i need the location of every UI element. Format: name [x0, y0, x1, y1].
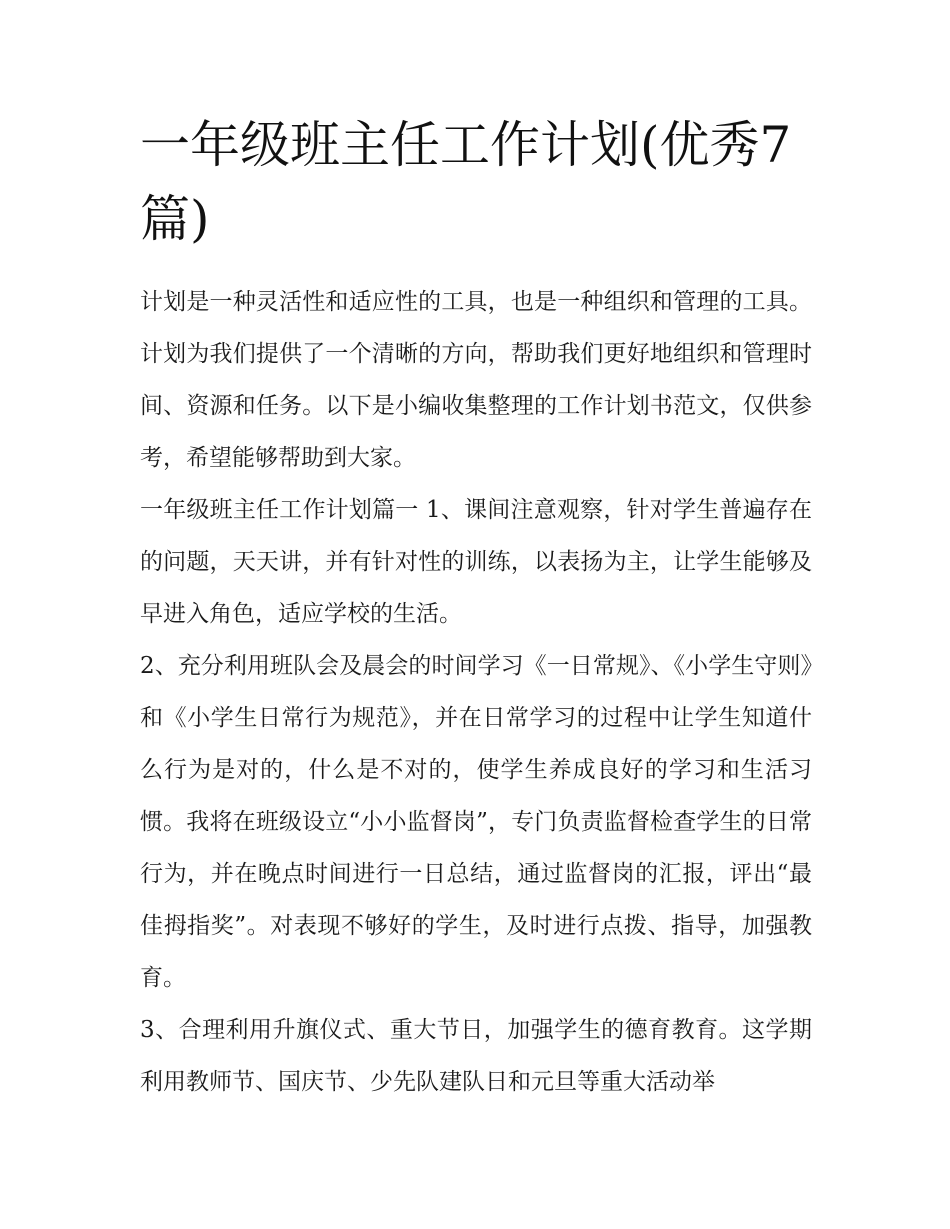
document-body — [140, 108, 812, 1108]
body-paragraph-3: 3、合理利用升旗仪式、重大节日，加强学生的德育教育。这学期利用教师节、国庆节、少先队建队日和元旦等重大活动举 — [140, 1017, 812, 1095]
body-paragraph-1: 一年级班主任工作计划篇一 1、课间注意观察，针对学生普遍存在的问题，天天讲，并有针对性的训练，以表扬为主，让学生能够及早进入角色，适应学校的生活。 — [140, 497, 812, 627]
intro-paragraph: 计划是一种灵活性和适应性的工具，也是一种组织和管理的工具。计划为我们提供了一个清晰的方向，帮助我们更好地组织和管理时间、资源和任务。以下是小编收集整理的工作计划书范文，仅供参考，希望能够帮助到大家。 — [140, 289, 812, 471]
document-title: 一年级班主任工作计划(优秀7篇) — [140, 116, 792, 248]
body-paragraph-2: 2、充分利用班队会及晨会的时间学习《一日常规》、《小学生守则》和《小学生日常行为规范》，并在日常学习的过程中让学生知道什么行为是对的，什么是不对的，使学生养成良好的学习和生活习惯。我将在班级设立“小小监督岗”，专门负责监督检查学生的日常行为，并在晚点时间进行一日总结，通过监督岗的汇报，评出“最佳拇指奖”。对表现不够好的学生，及时进行点拨、指导，加强教育。 — [140, 653, 812, 991]
